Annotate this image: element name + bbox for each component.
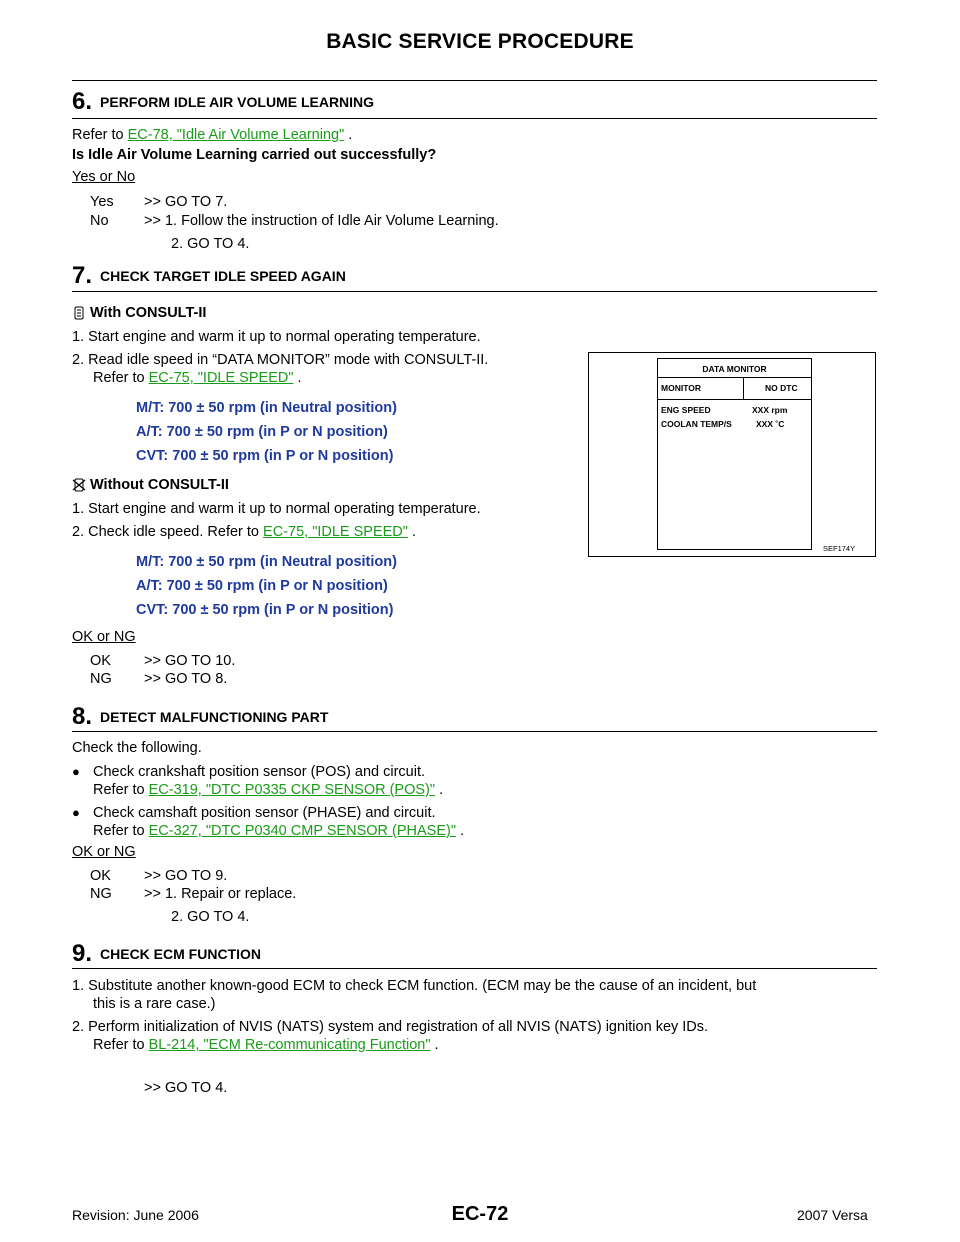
- final-action: >> GO TO 4.: [144, 1080, 228, 1096]
- with-step-2: 2. Read idle speed in “DATA MONITOR” mode with CONSULT-II.: [72, 352, 489, 368]
- monitor-row-name: COOLAN TEMP/S: [661, 419, 732, 429]
- choice-label: Yes or No: [72, 169, 136, 185]
- refer-suffix: .: [455, 823, 465, 839]
- step-9-heading: [72, 940, 261, 968]
- refer-line: [72, 127, 352, 143]
- answer-continuation: 2. GO TO 4.: [171, 236, 250, 252]
- step-number: 8.: [72, 703, 93, 730]
- spec-line: M/T: 700 ± 50 rpm (in Neutral position): [136, 554, 397, 570]
- with-refer-line: [93, 370, 302, 386]
- bullet-item: [72, 805, 80, 821]
- spec-line: A/T: 700 ± 50 rpm (in P or N position): [136, 424, 388, 440]
- refer-link[interactable]: BL-214, "ECM Re-communicating Function": [148, 1037, 431, 1053]
- step-rule: [72, 968, 877, 969]
- step-8-heading: [72, 703, 328, 731]
- refer-prefix: Refer to: [93, 823, 149, 839]
- bullet-text: Check camshaft position sensor (PHASE) and circuit.: [93, 805, 436, 821]
- bullet-icon: ●: [72, 764, 80, 779]
- refer-link[interactable]: EC-75, "IDLE SPEED": [148, 370, 294, 386]
- ecm-item-1-cont: this is a rare case.): [93, 996, 216, 1012]
- answer-key: OK: [90, 653, 111, 669]
- step-rule: [72, 291, 877, 292]
- monitor-title: DATA MONITOR: [702, 364, 767, 374]
- answer-key: NG: [90, 886, 112, 902]
- step-question: Is Idle Air Volume Learning carried out successfully?: [72, 147, 437, 163]
- step-number: 6.: [72, 88, 93, 115]
- refer-link[interactable]: EC-319, "DTC P0335 CKP SENSOR (POS)": [148, 782, 436, 798]
- refer-suffix: .: [344, 127, 353, 143]
- step-rule: [72, 118, 877, 119]
- without-consult-label: [72, 477, 229, 493]
- monitor-row-value: XXX ˚C: [756, 419, 785, 429]
- header-rule: [72, 80, 877, 81]
- monitor-col-label: MONITOR: [661, 383, 701, 393]
- answer-action: >> GO TO 9.: [144, 868, 228, 884]
- bullet-item: [72, 764, 80, 780]
- monitor-row-name: ENG SPEED: [661, 405, 711, 415]
- with-consult-text: With CONSULT-II: [90, 305, 207, 321]
- answer-continuation: 2. GO TO 4.: [171, 909, 250, 925]
- monitor-col-label: NO DTC: [765, 383, 798, 393]
- page-title: BASIC SERVICE PROCEDURE: [326, 30, 634, 53]
- monitor-divider: [657, 377, 812, 378]
- refer-suffix: .: [430, 1037, 439, 1053]
- spec-line: CVT: 700 ± 50 rpm (in P or N position): [136, 602, 394, 618]
- step-heading-text: DETECT MALFUNCTIONING PART: [100, 709, 329, 725]
- refer-prefix: Refer to: [93, 782, 149, 798]
- answer-key: No: [90, 213, 109, 229]
- answer-action: >> 1. Repair or replace.: [144, 886, 297, 902]
- bullet-icon: ●: [72, 805, 80, 820]
- refer-suffix: .: [407, 524, 416, 540]
- step-6-heading: [72, 88, 374, 116]
- step-heading-text: CHECK ECM FUNCTION: [100, 946, 262, 962]
- spec-line: CVT: 700 ± 50 rpm (in P or N position): [136, 448, 394, 464]
- spec-line: M/T: 700 ± 50 rpm (in Neutral position): [136, 400, 397, 416]
- answer-key: NG: [90, 671, 112, 687]
- answer-action: >> GO TO 8.: [144, 671, 228, 687]
- refer-link[interactable]: EC-78, "Idle Air Volume Learning": [127, 127, 345, 143]
- step-number: 9.: [72, 940, 93, 967]
- ecm-item-2-refer: [93, 1037, 439, 1053]
- with-consult-label: [72, 305, 206, 321]
- ecm-item-2: 2. Perform initialization of NVIS (NATS) system and registration of all NVIS (NATS) ignition key IDs.: [72, 1019, 709, 1035]
- monitor-row-value: XXX rpm: [752, 405, 788, 415]
- step-7-heading: [72, 262, 346, 290]
- monitor-col-divider: [743, 377, 744, 399]
- answer-action: >> 1. Follow the instruction of Idle Air Volume Learning.: [144, 213, 499, 229]
- refer-suffix: .: [435, 782, 444, 798]
- refer-prefix: Refer to: [93, 370, 149, 386]
- answer-key: OK: [90, 868, 111, 884]
- vehicle-model: 2007 Versa: [797, 1207, 868, 1223]
- refer-suffix: .: [293, 370, 302, 386]
- refer-prefix: Refer to: [72, 127, 128, 143]
- refer-link[interactable]: EC-75, "IDLE SPEED": [263, 524, 408, 540]
- step-intro: Check the following.: [72, 740, 202, 756]
- bullet-text: Check crankshaft position sensor (POS) and circuit.: [93, 764, 426, 780]
- step-heading-text: CHECK TARGET IDLE SPEED AGAIN: [100, 268, 346, 284]
- refer-link[interactable]: EC-327, "DTC P0340 CMP SENSOR (PHASE)": [148, 823, 456, 839]
- with-step-1: 1. Start engine and warm it up to normal operating temperature.: [72, 329, 481, 345]
- answer-action: >> GO TO 7.: [144, 194, 228, 210]
- without-step-2: [72, 524, 416, 540]
- without-consult-text: Without CONSULT-II: [90, 477, 229, 493]
- spec-line: A/T: 700 ± 50 rpm (in P or N position): [136, 578, 388, 594]
- answer-action: >> GO TO 10.: [144, 653, 236, 669]
- consult-icon: [72, 306, 86, 320]
- figure-code: SEF174Y: [823, 544, 856, 553]
- refer-prefix: Refer to: [93, 1037, 149, 1053]
- step-heading-text: PERFORM IDLE AIR VOLUME LEARNING: [100, 94, 375, 110]
- choice-label: OK or NG: [72, 844, 136, 860]
- bullet-refer: [93, 823, 464, 839]
- page-number: EC-72: [451, 1203, 509, 1225]
- answer-key: Yes: [90, 194, 114, 210]
- choice-label: OK or NG: [72, 629, 136, 645]
- ecm-item-1: 1. Substitute another known-good ECM to check ECM function. (ECM may be the cause of an incident, but: [72, 978, 757, 994]
- monitor-divider: [657, 399, 812, 400]
- no-consult-icon: [72, 478, 86, 492]
- bullet-refer: [93, 782, 443, 798]
- without-step-2-text: 2. Check idle speed. Refer to: [72, 524, 264, 540]
- step-number: 7.: [72, 262, 93, 289]
- revision-date: Revision: June 2006: [72, 1207, 199, 1223]
- without-step-1: 1. Start engine and warm it up to normal operating temperature.: [72, 501, 481, 517]
- step-rule: [72, 731, 877, 732]
